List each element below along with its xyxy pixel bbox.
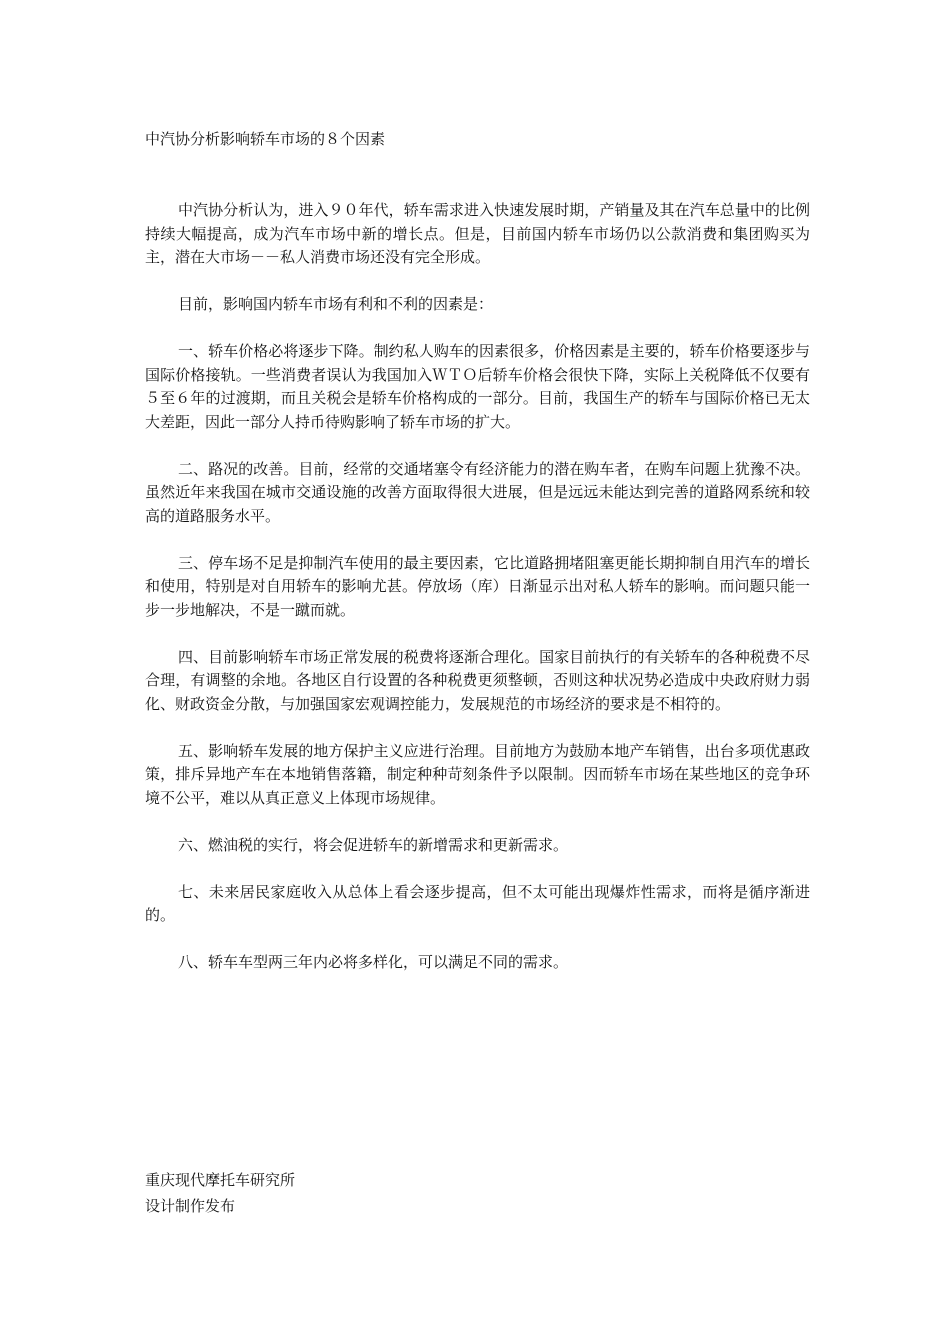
paragraph-factor-3: 三、停车场不足是抑制汽车使用的最主要因素，它比道路拥堵阻塞更能长期抑制自用汽车的增长和使用，特别是对自用轿车的影响尤甚。停放场（库）日渐显示出对私人轿车的影响。而问题只能一步一步地解决，不是一蹴而就。: [145, 553, 810, 619]
paragraph-factor-7: 七、未来居民家庭收入从总体上看会逐步提高，但不太可能出现爆炸性需求，而将是循序渐进的。: [145, 882, 810, 924]
paragraph-factors-lead: 目前，影响国内轿车市场有利和不利的因素是：: [178, 295, 494, 313]
paragraph-factor-5: 五、影响轿车发展的地方保护主义应进行治理。目前地方为鼓励本地产车销售，出台多项优惠政策，排斥异地产车在本地销售落籍，制定种种苛刻条件予以限制。因而轿车市场在某些地区的竞争环境不公平，难以从真正意义上体现市场规律。: [145, 741, 810, 807]
document-body: [145, 199, 810, 998]
paragraph-intro: 中汽协分析认为，进入９０年代，轿车需求进入快速发展时期，产销量及其在汽车总量中的比例持续大幅提高，成为汽车市场中新的增长点。但是，目前国内轿车市场仍以公款消费和集团购买为主，潜在大市场－－私人消费市场还没有完全形成。: [145, 201, 810, 266]
footer-organization: 重庆现代摩托车研究所: [145, 1171, 296, 1189]
paragraph-factor-6: 六、燃油税的实行，将会促进轿车的新增需求和更新需求。: [178, 835, 569, 854]
footer-credit: 设计制作发布: [145, 1197, 236, 1215]
paragraph-factor-2: 二、路况的改善。目前，经常的交通堵塞令有经济能力的潜在购车者，在购车问题上犹豫不决。虽然近年来我国在城市交通设施的改善方面取得很大进展，但是远远未能达到完善的道路网系统和较高的道路服务水平。: [145, 459, 810, 525]
document-footer: [145, 1167, 295, 1219]
paragraph-factor-4: 四、目前影响轿车市场正常发展的税费将逐渐合理化。国家目前执行的有关轿车的各种税费不尽合理，有调整的余地。各地区自行设置的各种税费更须整顿，否则这种状况势必造成中央政府财力弱化、财政资金分散，与加强国家宏观调控能力，发展规范的市场经济的要求是不相符的。: [145, 647, 810, 713]
document-page: [145, 0, 810, 1344]
document-title: 中汽协分析影响轿车市场的８个因素: [145, 130, 386, 148]
paragraph-factor-8: 八、轿车车型两三年内必将多样化，可以满足不同的需求。: [178, 953, 569, 971]
paragraph-factor-1: 一、轿车价格必将逐步下降。制约私人购车的因素很多，价格因素是主要的，轿车价格要逐步与国际价格接轨。一些消费者误认为我国加入ＷＴＯ后轿车价格会很快下降，实际上关税降低不仅要有５至６年的过渡期，而且关税会是轿车价格构成的一部分。目前，我国生产的轿车与国际价格已无太大差距，因此一部分人持币待购影响了轿车市场的扩大。: [145, 342, 810, 431]
